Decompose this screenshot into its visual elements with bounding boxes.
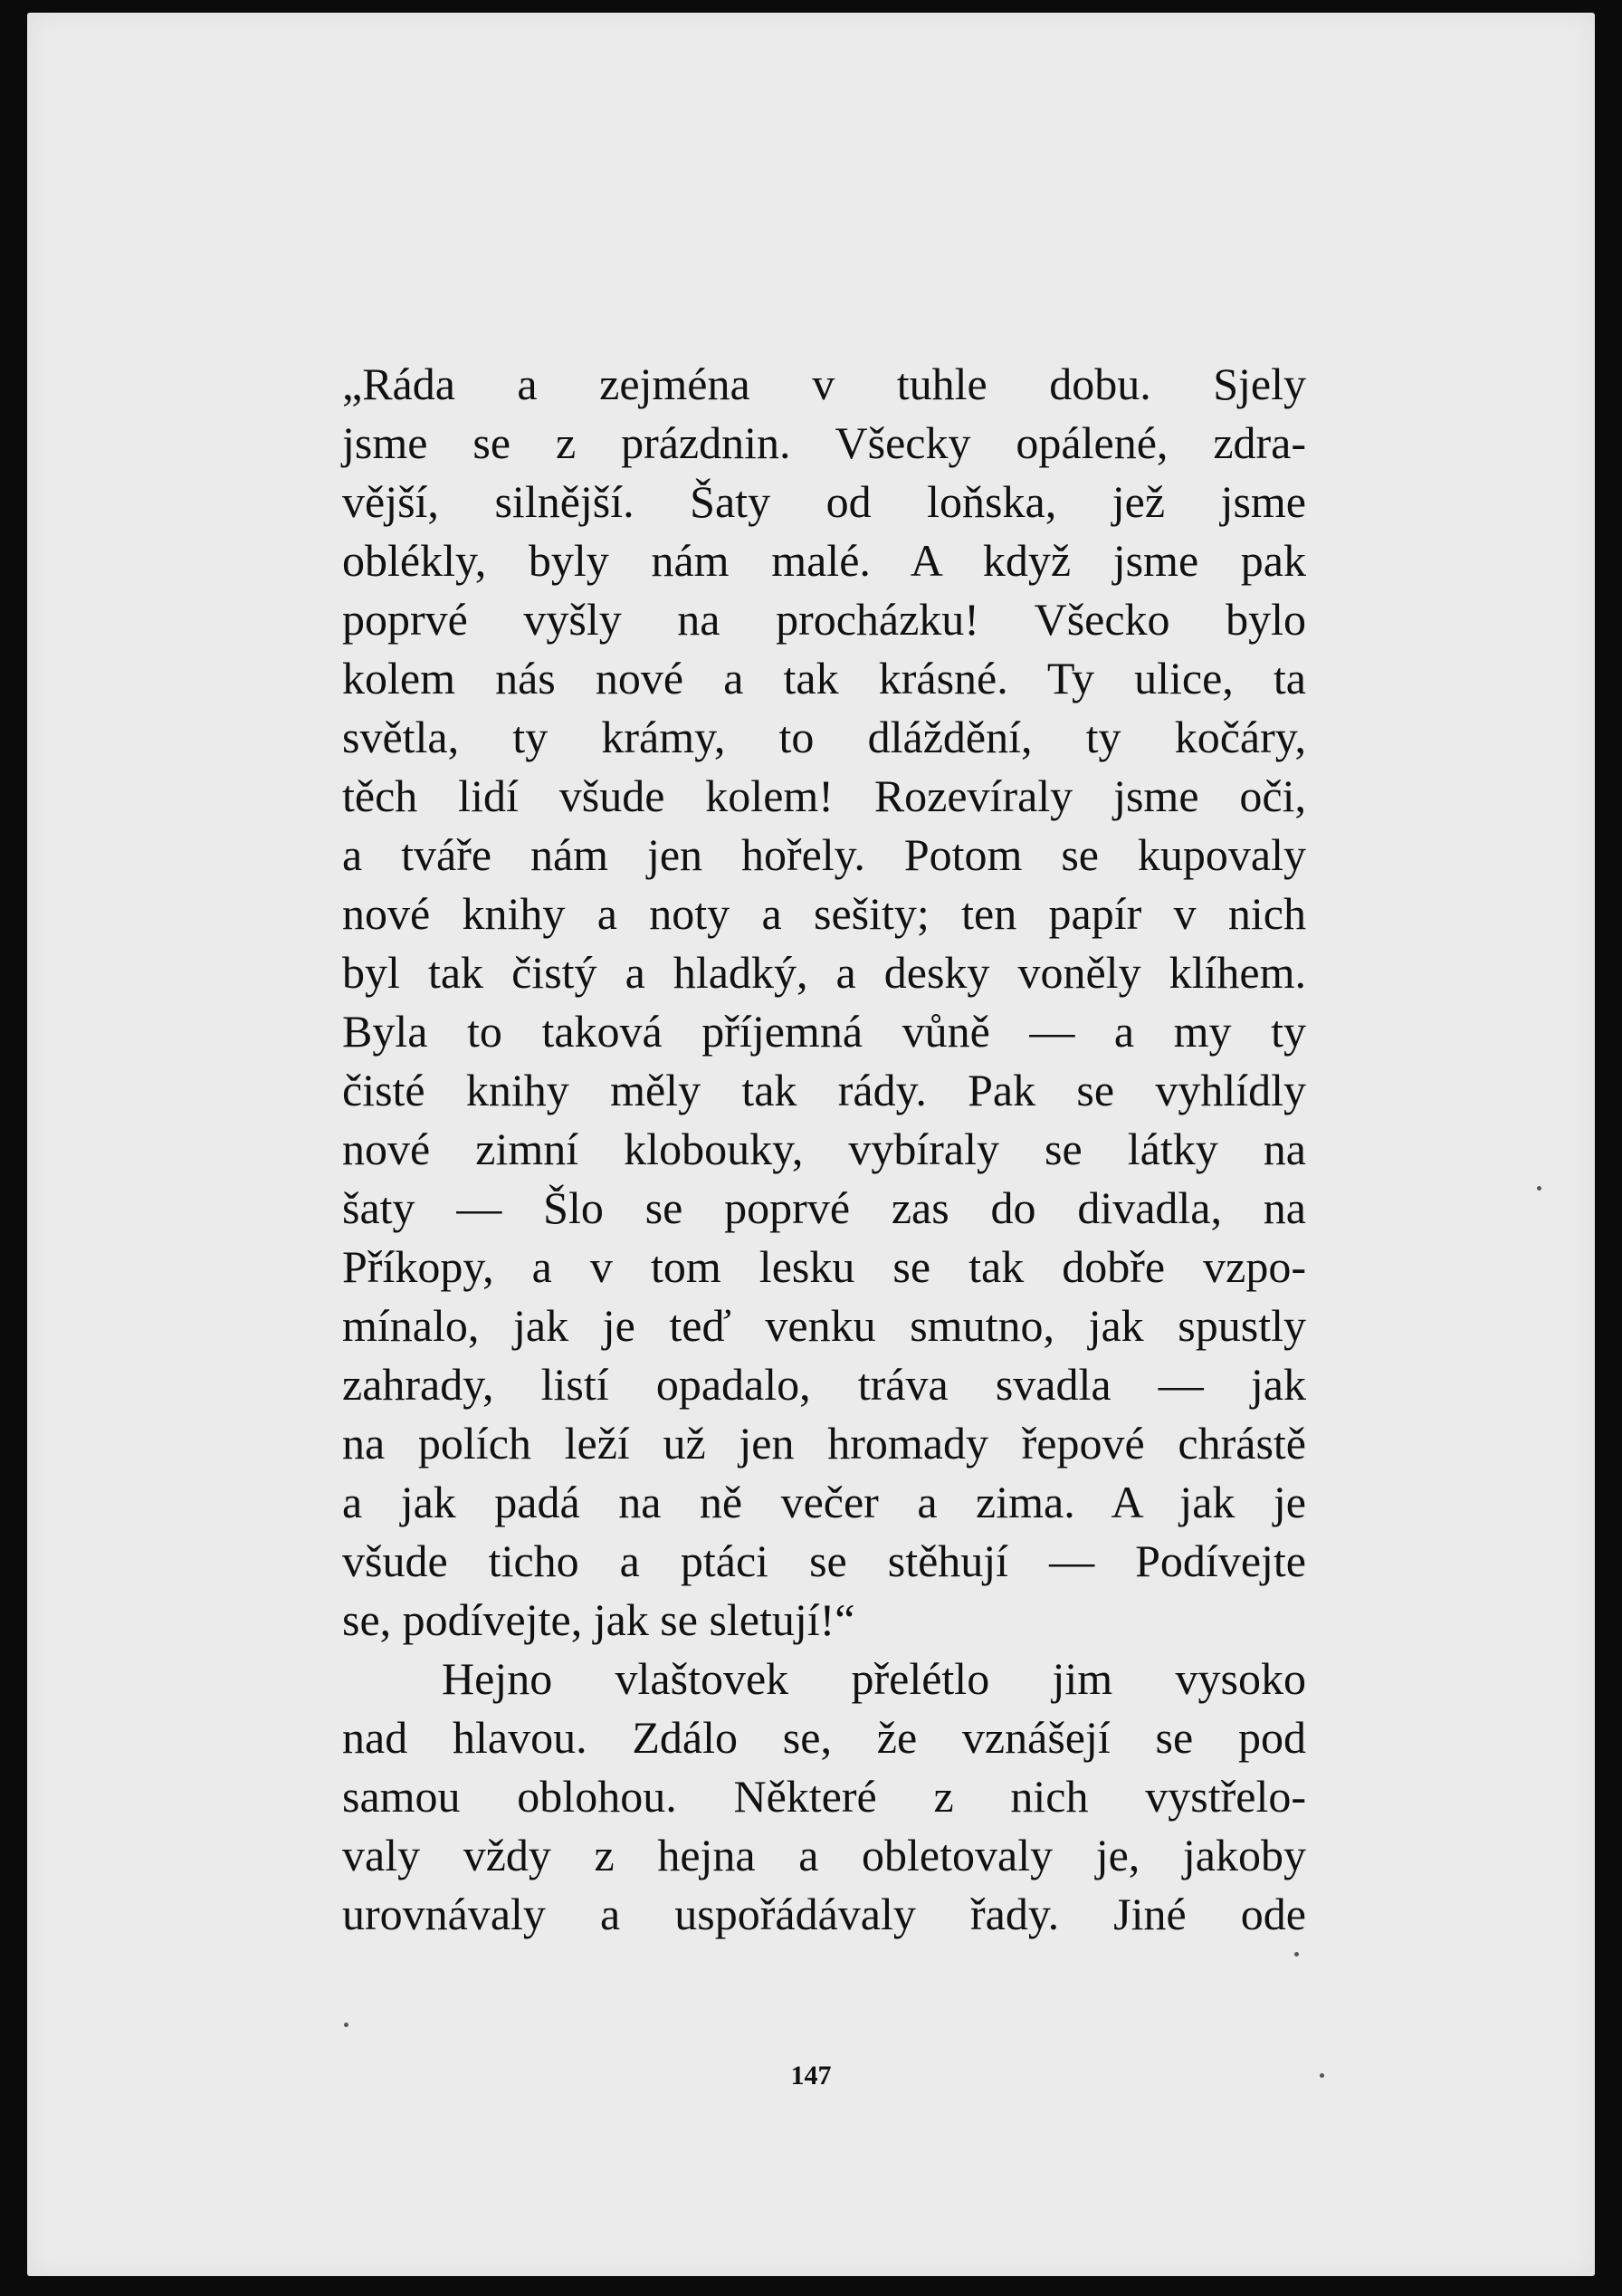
- paragraph-2: [342, 1650, 1306, 1944]
- text-line: Hejno vlaštovek přelétlo jim vysoko: [442, 1653, 1306, 1704]
- text-line: nad hlavou. Zdálo se, že vznášejí se pod: [342, 1712, 1306, 1763]
- paper-speck: [344, 2023, 348, 2027]
- text-line: jsme se z prázdnin. Všecky opálené, zdra-: [342, 417, 1306, 468]
- body-text: [342, 355, 1306, 1944]
- text-line: nové knihy a noty a sešity; ten papír v nich: [342, 888, 1306, 939]
- text-line: se, podívejte, jak se sletují!“: [342, 1594, 855, 1645]
- paper-speck: [1537, 1186, 1541, 1191]
- text-line: poprvé vyšly na procházku! Všecko bylo: [342, 594, 1306, 645]
- text-line: šaty — Šlo se poprvé zas do divadla, na: [342, 1182, 1306, 1233]
- text-line: byl tak čistý a hladký, a desky voněly klíhem.: [342, 947, 1306, 998]
- text-line: zahrady, listí opadalo, tráva svadla — jak: [342, 1359, 1306, 1410]
- text-line: oblékly, byly nám malé. A když jsme pak: [342, 535, 1306, 586]
- text-line: „Ráda a zejména v tuhle dobu. Sjely: [342, 359, 1306, 409]
- page-number: 147: [790, 2061, 832, 2090]
- text-line: a jak padá na ně večer a zima. A jak je: [342, 1477, 1306, 1527]
- paper-speck: [1294, 1952, 1299, 1956]
- text-line: Byla to taková příjemná vůně — a my ty: [342, 1006, 1306, 1057]
- text-line: čisté knihy měly tak rády. Pak se vyhlídly: [342, 1065, 1306, 1115]
- text-line: kolem nás nové a tak krásné. Ty ulice, ta: [342, 653, 1306, 703]
- text-line: všude ticho a ptáci se stěhují — Podívejte: [342, 1535, 1306, 1586]
- text-line: nové zimní klobouky, vybíraly se látky na: [342, 1124, 1306, 1174]
- text-line: těch lidí všude kolem! Rozevíraly jsme oči,: [342, 770, 1306, 821]
- text-line: valy vždy z hejna a obletovaly je, jakoby: [342, 1830, 1306, 1880]
- text-line: světla, ty krámy, to dláždění, ty kočáry,: [342, 712, 1306, 762]
- text-line: Příkopy, a v tom lesku se tak dobře vzpo-: [342, 1241, 1306, 1292]
- paragraph-1: [342, 355, 1306, 1650]
- text-line: urovnávaly a uspořádávaly řady. Jiné ode: [342, 1889, 1306, 1939]
- text-line: samou oblohou. Některé z nich vystřelo-: [342, 1771, 1306, 1822]
- text-line: vější, silnější. Šaty od loňska, jež jsme: [342, 476, 1306, 527]
- text-line: mínalo, jak je teď venku smutno, jak spustly: [342, 1300, 1306, 1351]
- text-line: na polích leží už jen hromady řepové chrástě: [342, 1418, 1306, 1468]
- text-line: a tváře nám jen hořely. Potom se kupovaly: [342, 829, 1306, 880]
